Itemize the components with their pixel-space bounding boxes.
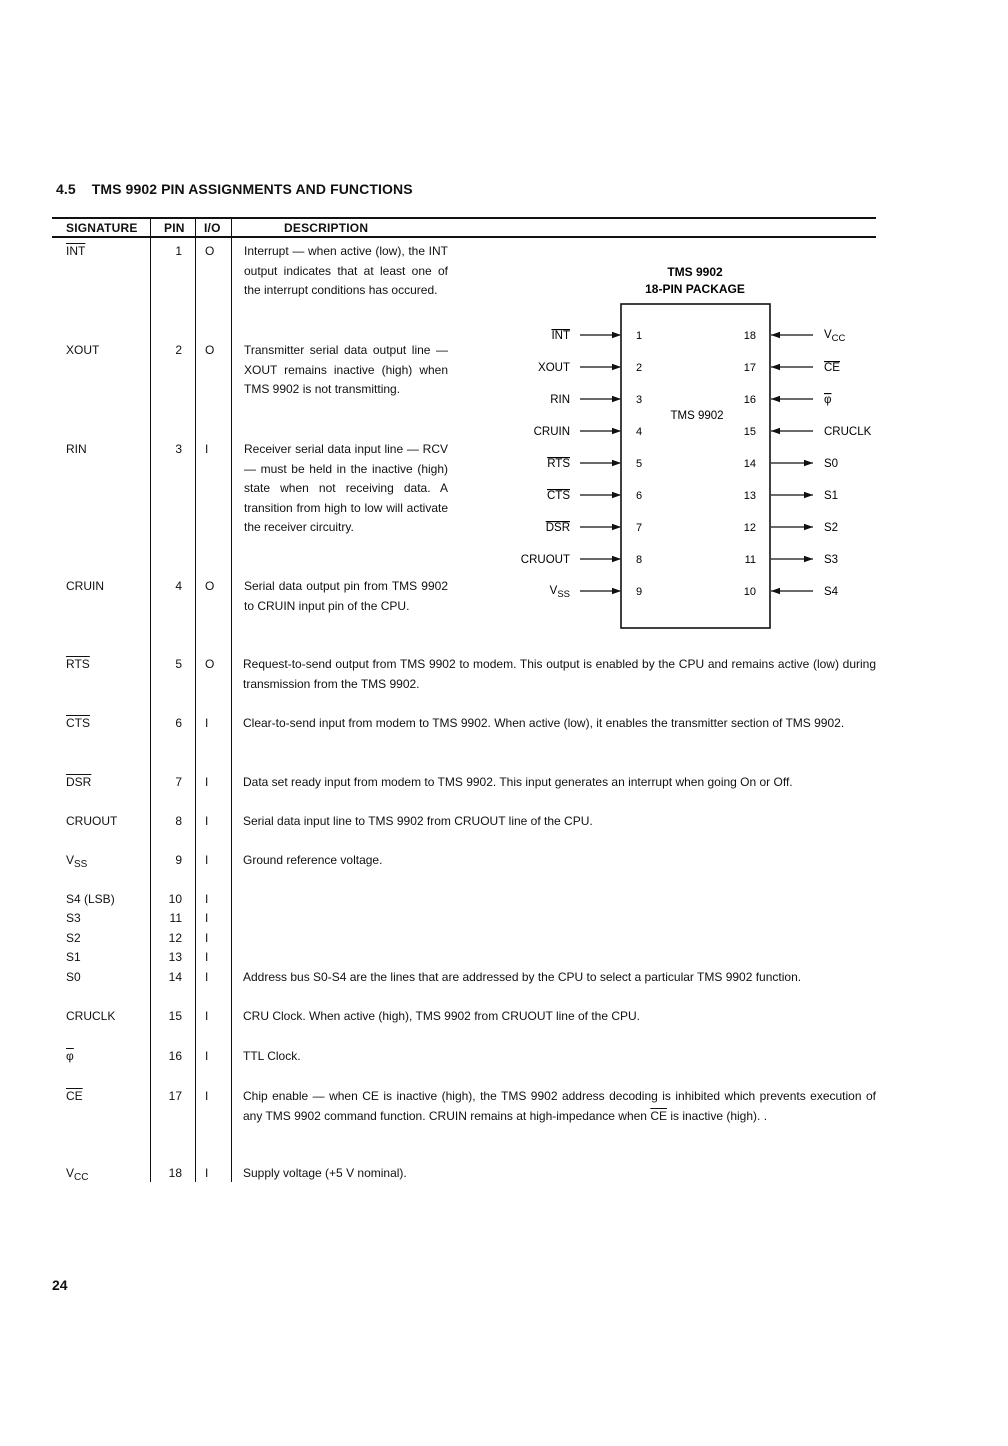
pin-label xyxy=(824,329,846,344)
pin-number: 3 xyxy=(175,442,182,456)
pin-number-label: 2 xyxy=(636,362,643,374)
pin-number: 7 xyxy=(175,775,182,789)
signature-label: S2 xyxy=(66,931,81,945)
signature-cell xyxy=(66,968,81,988)
signature-cell xyxy=(66,851,87,875)
description-text: CRU Clock. When active (high), TMS 9902 from CRUOUT line of the CPU. xyxy=(243,1009,641,1023)
signature-cell xyxy=(66,242,85,262)
signature-label: $\overline{INT}$ xyxy=(66,244,86,258)
pin-label xyxy=(551,330,570,342)
pin-number: 2 xyxy=(175,343,182,357)
arrow-head xyxy=(612,492,621,498)
signature-cell xyxy=(66,577,104,597)
pin-label xyxy=(824,586,839,598)
pin-label-text: INT xyxy=(551,330,570,342)
signature-cell xyxy=(66,1164,88,1188)
signature-cell xyxy=(66,1007,115,1027)
signature-cell xyxy=(66,890,115,910)
pin-label-text: V xyxy=(549,585,558,597)
pin-label xyxy=(824,394,831,406)
description-text: Address bus S0-S4 are the lines that are addressed by the CPU to select a particular TMS 9902 function. xyxy=(243,970,802,984)
io-type: O xyxy=(205,579,215,593)
description-text xyxy=(243,1087,876,1126)
description-text: Serial data input line to TMS 9902 from CRUOUT line of the CPU. xyxy=(243,814,593,828)
pin-label xyxy=(546,522,570,534)
pin-label-subscript: CC xyxy=(831,333,846,344)
package-pins xyxy=(521,329,872,600)
signature-cell xyxy=(66,1087,83,1107)
pin-label xyxy=(521,554,570,566)
table-top-rule xyxy=(52,217,876,219)
pin-label-text: CRUIN xyxy=(533,426,570,438)
pin-label-text: φ xyxy=(824,394,832,406)
pin-number: 6 xyxy=(175,716,182,730)
pin-number-label: 17 xyxy=(743,362,756,374)
description-text: Serial data output pin from TMS 9902 to CRUIN input pin of the CPU. xyxy=(244,579,448,613)
pin-label-text: XOUT xyxy=(538,362,570,374)
io-type: I xyxy=(205,892,209,906)
pin-label xyxy=(824,490,838,502)
signature-label: V xyxy=(66,1166,75,1180)
package-diagram xyxy=(500,255,895,640)
io-type: I xyxy=(205,1009,209,1023)
arrow-head xyxy=(612,332,621,338)
pin-label xyxy=(824,362,840,374)
signature-cell xyxy=(66,341,99,361)
description-text: Ground reference voltage. xyxy=(243,853,383,867)
pin-number-label: 18 xyxy=(743,330,756,342)
io-type: I xyxy=(205,716,209,730)
pin-label-text: S2 xyxy=(824,522,839,534)
io-type: I xyxy=(205,853,209,867)
io-type: I xyxy=(205,1089,209,1103)
description-part: is inactive (high). . xyxy=(666,1108,768,1123)
pin-label-text: S4 xyxy=(824,586,839,598)
description-text: Receiver serial data input line — RCV — must be held in the inactive (high) state when not receiving data. A transition from high to low will activate the receiver circuitry. xyxy=(244,442,448,535)
signature-label: CRUCLK xyxy=(66,1009,116,1023)
description-text: Request-to-send output from TMS 9902 to modem. This output is enabled by the CPU and remains active (low) during transmission from the TMS 9902. xyxy=(243,657,876,691)
pin-number-label: 7 xyxy=(636,522,643,534)
pin-number-label: 8 xyxy=(636,554,643,566)
io-type: O xyxy=(205,657,215,671)
arrow-head xyxy=(612,364,621,370)
pin-number-label: 3 xyxy=(636,394,643,406)
pin-number-label: 15 xyxy=(743,426,756,438)
description-text: Supply voltage (+5 V nominal). xyxy=(243,1166,407,1180)
description-text: TTL Clock. xyxy=(243,1049,301,1063)
arrow-head xyxy=(771,396,780,402)
signature-label: S3 xyxy=(66,911,81,925)
io-type: I xyxy=(205,950,209,964)
signature-label: $\overline{DSR}$ xyxy=(66,775,92,789)
pin-number-label: 16 xyxy=(743,394,756,406)
column-divider-1 xyxy=(150,218,151,1182)
pin-number-label: 6 xyxy=(636,490,643,502)
pin-number: 12 xyxy=(168,931,182,945)
arrow-head xyxy=(612,556,621,562)
pin-label xyxy=(550,585,570,600)
io-type: I xyxy=(205,442,209,456)
pin-label-text: CRUCLK xyxy=(824,426,872,438)
signature-label: $\overline{CTS}$ xyxy=(66,716,90,730)
pin-label-text: CE xyxy=(824,362,840,374)
signature-cell xyxy=(66,1047,74,1067)
signature-label: CRUOUT xyxy=(66,814,118,828)
pin-label-text: RTS xyxy=(547,458,570,470)
io-type: I xyxy=(205,1166,209,1180)
arrow-head xyxy=(771,332,780,338)
description-text: Data set ready input from modem to TMS 9902. This input generates an interrupt when going On or Off. xyxy=(243,775,793,789)
description-part: $\overline{CE}$ xyxy=(650,1108,667,1123)
arrow-head xyxy=(804,460,813,466)
signature-subscript: SS xyxy=(74,859,88,870)
header-io: I/O xyxy=(204,221,221,235)
io-type: I xyxy=(205,1049,209,1063)
arrow-head xyxy=(612,588,621,594)
pin-number: 1 xyxy=(175,244,182,258)
signature-cell xyxy=(66,812,117,832)
pin-label-text: S3 xyxy=(824,554,839,566)
signature-label: S1 xyxy=(66,950,81,964)
signature-label: XOUT xyxy=(66,343,100,357)
section-heading: 4.5 TMS 9902 PIN ASSIGNMENTS AND FUNCTIONS xyxy=(56,181,413,197)
signature-label: V xyxy=(66,853,75,867)
pin-number: 9 xyxy=(175,853,182,867)
chip-label: TMS 9902 xyxy=(670,410,724,422)
description-part: Chip enable — when CE is inactive (high), the TMS 9902 address decoding is inhibited which prevents execution of any TMS 9902 command function. CRUIN remains at high-impedance when xyxy=(243,1089,876,1123)
io-type: I xyxy=(205,814,209,828)
pin-number: 15 xyxy=(168,1009,182,1023)
io-type: O xyxy=(205,244,215,258)
pin-label-text: CTS xyxy=(547,490,570,502)
pin-number-label: 10 xyxy=(743,586,756,598)
signature-cell xyxy=(66,929,81,949)
package-subtitle: 18-PIN PACKAGE xyxy=(645,282,745,296)
pin-number-label: 12 xyxy=(743,522,756,534)
pin-label xyxy=(550,394,570,406)
signature-subscript: CC xyxy=(74,1172,89,1183)
arrow-head xyxy=(804,492,813,498)
io-type: I xyxy=(205,970,209,984)
signature-label: S0 xyxy=(66,970,81,984)
header-signature: SIGNATURE xyxy=(66,221,138,235)
package-title: TMS 9902 xyxy=(667,265,723,279)
signature-label: RIN xyxy=(66,442,87,456)
pin-label-text: DSR xyxy=(545,522,570,534)
pin-number: 13 xyxy=(168,950,182,964)
pin-label xyxy=(824,554,838,566)
pin-label xyxy=(547,490,570,502)
arrow-head xyxy=(771,364,780,370)
arrow-head xyxy=(771,428,780,434)
column-divider-2 xyxy=(195,218,196,1182)
column-divider-3 xyxy=(231,218,232,1182)
pin-number: 10 xyxy=(168,892,182,906)
description-text: Clear-to-send input from modem to TMS 9902. When active (low), it enables the transmitter section of TMS 9902. xyxy=(243,716,845,730)
io-type: I xyxy=(205,775,209,789)
arrow-head xyxy=(771,588,780,594)
pin-label-text: RIN xyxy=(550,394,570,406)
arrow-head xyxy=(612,460,621,466)
signature-cell xyxy=(66,655,90,675)
pin-label xyxy=(824,522,838,534)
header-pin: PIN xyxy=(164,221,185,235)
pin-label-text: V xyxy=(824,329,832,341)
pin-number-label: 11 xyxy=(744,554,756,566)
io-type: I xyxy=(205,911,209,925)
description-text: Interrupt — when active (low), the INT output indicates that at least one of the interrupt conditions has occured. xyxy=(244,244,448,298)
signature-label: $\overline{\varphi}$ xyxy=(66,1049,74,1063)
pin-number-label: 4 xyxy=(636,426,643,438)
pin-number: 11 xyxy=(169,911,182,925)
pin-label xyxy=(824,426,872,438)
table-header-rule xyxy=(52,236,876,238)
pin-number: 5 xyxy=(175,657,182,671)
pin-number-label: 5 xyxy=(636,458,643,470)
signature-cell xyxy=(66,714,90,734)
signature-cell xyxy=(66,909,81,929)
pin-label xyxy=(547,458,570,470)
pin-label xyxy=(534,426,570,438)
pin-label-text: CRUOUT xyxy=(520,554,570,566)
io-type: I xyxy=(205,931,209,945)
pin-number: 18 xyxy=(168,1166,182,1180)
pin-number-label: 13 xyxy=(743,490,756,502)
page-number: 24 xyxy=(52,1277,68,1293)
pin-number: 16 xyxy=(168,1049,182,1063)
pin-number: 17 xyxy=(168,1089,182,1103)
pin-label xyxy=(538,362,570,374)
signature-cell xyxy=(66,440,87,460)
pin-number: 8 xyxy=(175,814,182,828)
pin-label xyxy=(824,458,838,470)
pin-number-label: 14 xyxy=(743,458,756,470)
signature-cell xyxy=(66,773,91,793)
arrow-head xyxy=(612,396,621,402)
pin-label-subscript: SS xyxy=(557,589,570,600)
arrow-head xyxy=(612,428,621,434)
pin-label-text: S1 xyxy=(824,490,839,502)
signature-label: $\overline{RTS}$ xyxy=(66,657,90,671)
pin-number: 14 xyxy=(168,970,182,984)
arrow-head xyxy=(804,556,813,562)
arrow-head xyxy=(804,524,813,530)
pin-number: 4 xyxy=(175,579,182,593)
signature-label: $\overline{CE}$ xyxy=(66,1089,83,1103)
pin-number-label: 9 xyxy=(636,586,643,598)
description-text: Transmitter serial data output line — XOUT remains inactive (high) when TMS 9902 is not transmitting. xyxy=(244,343,448,397)
pin-label-text: S0 xyxy=(824,458,839,470)
io-type: O xyxy=(205,343,215,357)
pin-number-label: 1 xyxy=(636,330,643,342)
signature-label: S4 (LSB) xyxy=(66,892,115,906)
header-description: DESCRIPTION xyxy=(284,221,369,235)
signature-cell xyxy=(66,948,81,968)
signature-label: CRUIN xyxy=(66,579,104,593)
arrow-head xyxy=(612,524,621,530)
